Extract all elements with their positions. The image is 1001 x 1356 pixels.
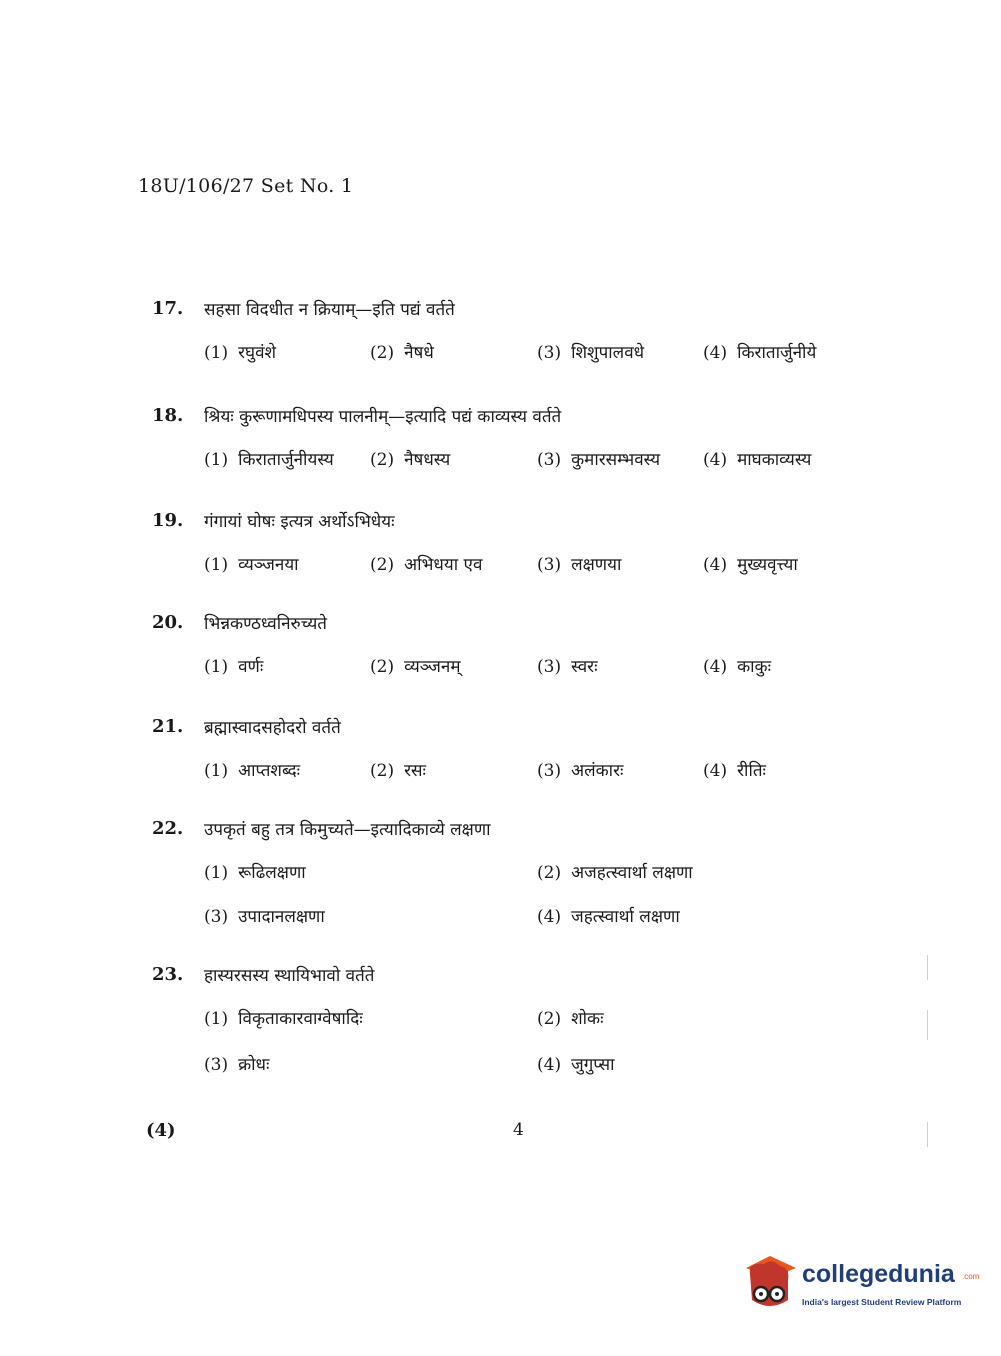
logo-suffix: .com — [962, 1272, 980, 1281]
question-text: भिन्नकण्ठध्वनिरुच्यते — [204, 614, 327, 634]
option-2: (2) नैषधे — [370, 343, 434, 363]
question-text: ब्रह्मास्वादसहोदरो वर्तते — [204, 718, 341, 738]
question-text: गंगायां घोषः इत्यत्र अर्थोऽभिधेयः — [204, 512, 395, 532]
option-1: (1) आप्तशब्दः — [204, 761, 301, 781]
option-3: (3) शिशुपालवधे — [537, 343, 645, 363]
question-text: सहसा विदधीत न क्रियाम्—इति पद्यं वर्तते — [204, 300, 455, 320]
option-1: (1) किरातार्जुनीयस्य — [204, 450, 334, 470]
option-4: (4) मुख्यवृत्त्या — [703, 555, 798, 575]
question-number: 22. — [152, 818, 184, 839]
option-4: (4) जहत्स्वार्था लक्षणा — [537, 907, 680, 927]
question-text: श्रियः कुरूणामधिपस्य पालनीम्—इत्यादि पद्यं काव्यस्य वर्तते — [204, 407, 562, 427]
question-number: 23. — [152, 964, 184, 985]
option-4: (4) जुगुप्सा — [537, 1055, 615, 1075]
option-1: (1) रूढिलक्षणा — [204, 863, 306, 883]
option-1: (1) रघुवंशे — [204, 343, 277, 363]
option-4: (4) माघकाव्यस्य — [703, 450, 812, 470]
page-number: 4 — [513, 1120, 524, 1140]
question-number: 21. — [152, 716, 184, 737]
option-2: (2) रसः — [370, 761, 426, 781]
question-number: 17. — [152, 298, 184, 319]
option-3: (3) कुमारसम्भवस्य — [537, 450, 661, 470]
mascot-icon — [740, 1250, 800, 1320]
logo-tagline: India's largest Student Review Platform — [802, 1297, 962, 1307]
option-3: (3) स्वरः — [537, 657, 598, 677]
scan-edge-line — [927, 1122, 928, 1147]
question-number: 20. — [152, 612, 184, 633]
question-number: 19. — [152, 510, 184, 531]
option-3: (3) अलंकारः — [537, 761, 624, 781]
option-2: (2) व्यञ्जनम् — [370, 657, 461, 677]
question-text: हास्यरसस्य स्थायिभावो वर्तते — [204, 966, 375, 986]
scan-edge-line — [927, 955, 928, 980]
footer-mark: (4) — [146, 1120, 176, 1141]
logo-wordmark: collegedunia — [802, 1260, 955, 1288]
option-2: (2) अजहत्स्वार्था लक्षणा — [537, 863, 693, 883]
option-3: (3) लक्षणया — [537, 555, 622, 575]
option-2: (2) अभिधया एव — [370, 555, 483, 575]
option-4: (4) काकुः — [703, 657, 772, 677]
option-4: (4) रीतिः — [703, 761, 766, 781]
option-2: (2) शोकः — [537, 1009, 604, 1029]
option-4: (4) किरातार्जुनीये — [703, 343, 817, 363]
scan-edge-line — [927, 1010, 928, 1040]
option-1: (1) व्यञ्जनया — [204, 555, 299, 575]
collegedunia-logo — [740, 1250, 980, 1320]
option-1: (1) विकृताकारवाग्वेषादिः — [204, 1009, 363, 1029]
option-2: (2) नैषधस्य — [370, 450, 451, 470]
option-1: (1) वर्णः — [204, 657, 264, 677]
question-text: उपकृतं बहु तत्र किमुच्यते—इत्यादिकाव्ये लक्षणा — [204, 820, 491, 840]
question-number: 18. — [152, 405, 184, 426]
option-3: (3) उपादानलक्षणा — [204, 907, 325, 927]
paper-code: 18U/106/27 Set No. 1 — [138, 175, 354, 197]
option-3: (3) क्रोधः — [204, 1055, 270, 1075]
